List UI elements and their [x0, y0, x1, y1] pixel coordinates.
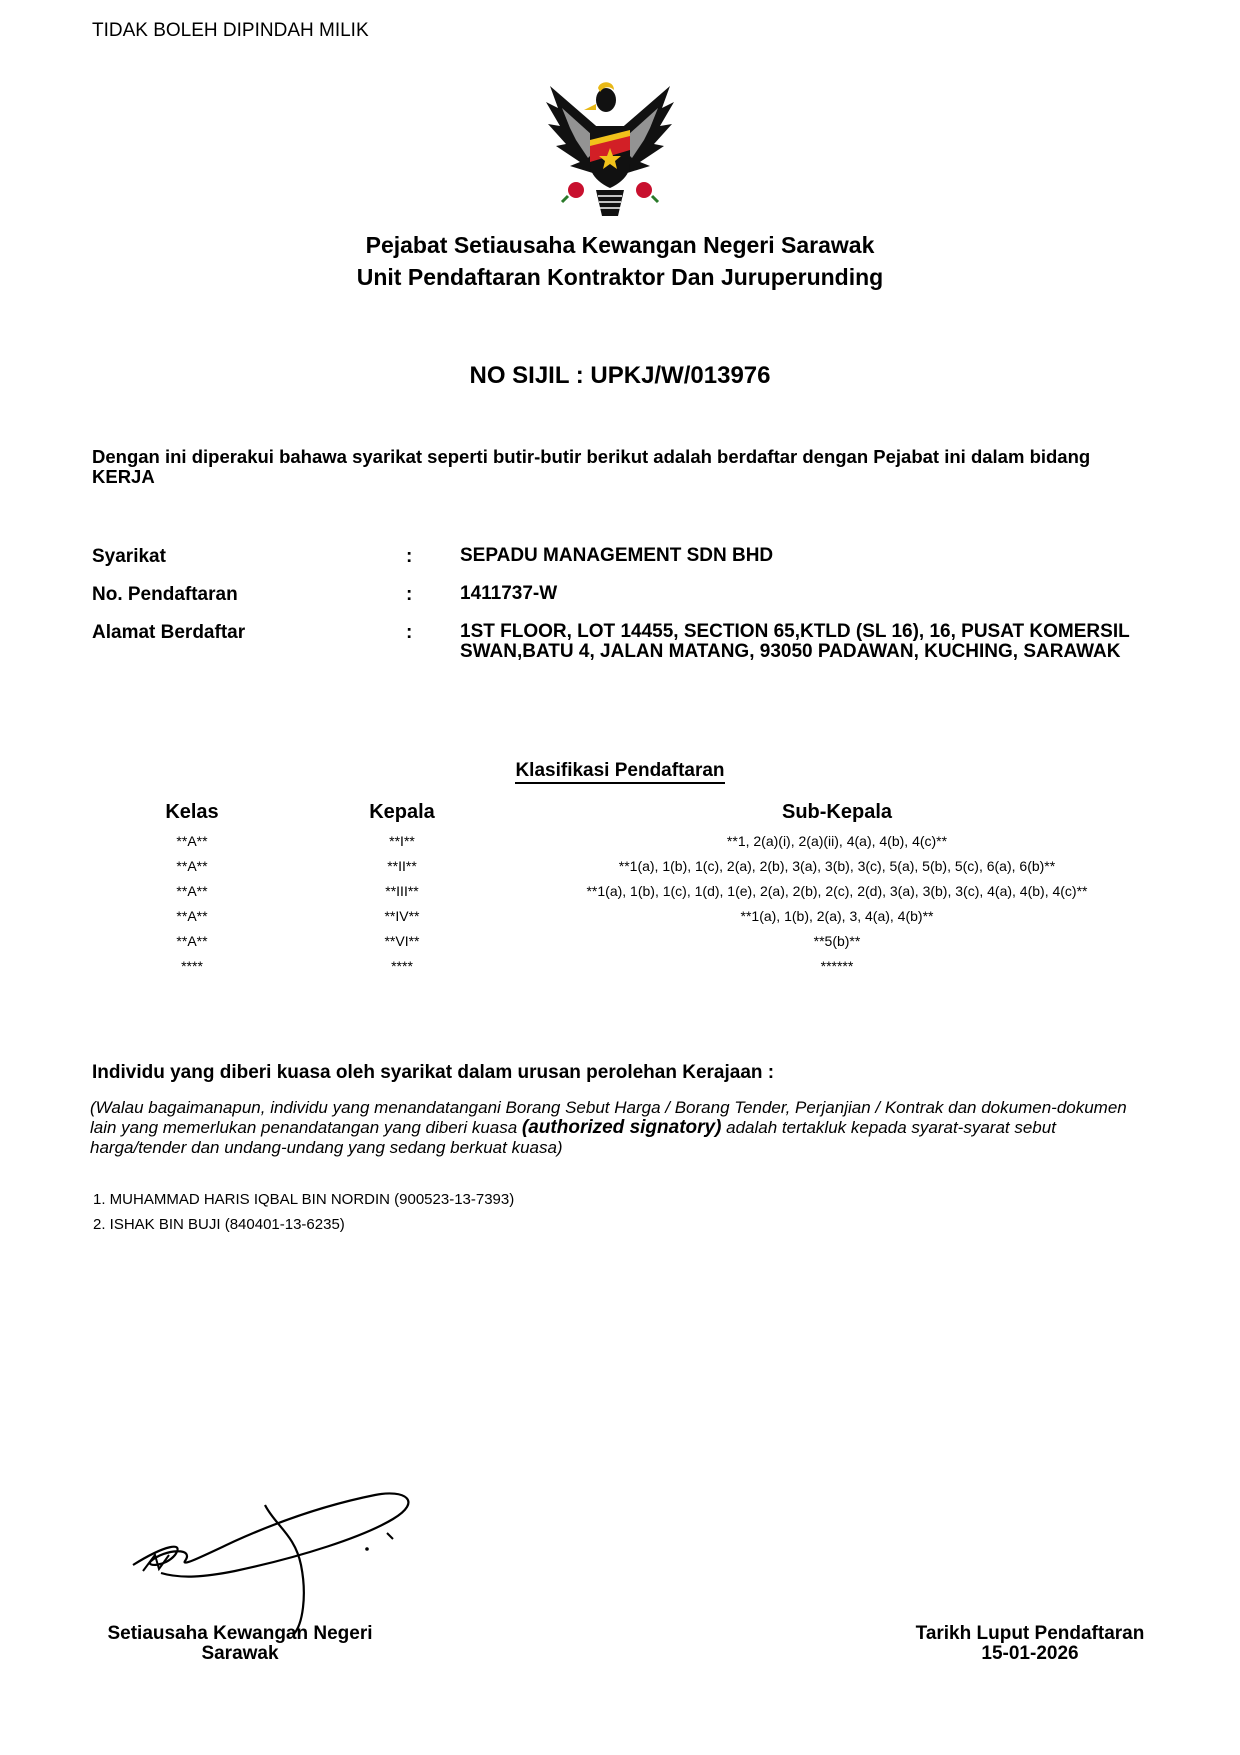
signatory-item: 2. ISHAK BIN BUJI (840401-13-6235) — [93, 1216, 345, 1233]
address-value: 1ST FLOOR, LOT 14455, SECTION 65,KTLD (SL 16), 16, PUSAT KOMERSIL SWAN,BATU 4, JALAN MATANG, 93050 PADAWAN, KUCHING, SARAWAK — [460, 621, 1130, 662]
classification-title: Klasifikasi Pendaftaran — [0, 760, 1240, 782]
kelas-cell: **A** — [176, 882, 208, 899]
expiry-date: 15-01-2026 — [981, 1643, 1079, 1664]
kepala-cell: **III** — [385, 882, 419, 899]
table-row — [92, 953, 1162, 978]
kelas-cell: **A** — [176, 857, 208, 874]
sub-kepala-cell: **1(a), 1(b), 1(c), 1(d), 1(e), 2(a), 2(b), 2(c), 2(d), 3(a), 3(b), 3(c), 4(a), 4(b), 4(c)** — [586, 882, 1088, 899]
kepala-cell: **IV** — [384, 907, 420, 924]
sub-kepala-cell: **1(a), 1(b), 2(a), 3, 4(a), 4(b)** — [740, 907, 934, 924]
certificate-number: NO SIJIL : UPKJ/W/013976 — [469, 362, 771, 389]
field-separator: : — [406, 546, 413, 567]
non-transferable-note: TIDAK BOLEH DIPINDAH MILIK — [92, 20, 369, 41]
signatory-title-line2: Sarawak — [201, 1643, 279, 1664]
sub-kepala-cell: **1(a), 1(b), 1(c), 2(a), 2(b), 3(a), 3(b), 3(c), 5(a), 5(b), 5(c), 6(a), 6(b)** — [618, 857, 1056, 874]
classification-table — [92, 801, 1162, 978]
handwritten-signature — [125, 1475, 425, 1635]
sub-kepala-cell: **5(b)** — [813, 932, 861, 949]
table-row — [92, 878, 1162, 903]
header-kepala: Kepala — [369, 801, 435, 823]
header-sub-kepala: Sub-Kepala — [781, 801, 893, 823]
signatory-title-line1: Setiausaha Kewangan Negeri — [107, 1623, 373, 1644]
authorized-signatory-note: (Walau bagaimanapun, individu yang menandatangani Borang Sebut Harga / Borang Tender, Perjanjian / Kontrak dan dokumen-dokumen lain yang memerlukan penandatangan yang diberi kuasa (authorized signatory) adalah tertakluk kepada syarat-syarat sebut harga/tender dan undang-undang yang sedang berkuat kuasa) — [90, 1098, 1127, 1157]
table-row — [92, 928, 1162, 953]
registration-no-value: 1411737-W — [460, 583, 558, 604]
kelas-cell: **A** — [176, 932, 208, 949]
header-kelas: Kelas — [165, 801, 219, 823]
registration-no-label: No. Pendaftaran — [92, 584, 238, 605]
unit-name: Unit Pendaftaran Kontraktor Dan Juruperunding — [356, 264, 884, 290]
office-name: Pejabat Setiausaha Kewangan Negeri Sarawak — [365, 232, 875, 258]
kepala-cell: **VI** — [384, 932, 420, 949]
expiry-label: Tarikh Luput Pendaftaran — [915, 1623, 1145, 1644]
company-label: Syarikat — [92, 546, 166, 567]
field-separator: : — [406, 584, 413, 605]
table-row — [92, 903, 1162, 928]
company-value: SEPADU MANAGEMENT SDN BHD — [460, 545, 774, 566]
table-header-row — [92, 801, 1162, 828]
expiry-block — [870, 1624, 1190, 1664]
kelas-cell: **A** — [176, 907, 208, 924]
signatory-item: 1. MUHAMMAD HARIS IQBAL BIN NORDIN (900523-13-7393) — [93, 1191, 515, 1208]
signatory-title — [60, 1624, 420, 1664]
sub-kepala-cell: ****** — [820, 957, 854, 974]
kepala-cell: **I** — [389, 832, 415, 849]
field-separator: : — [406, 622, 413, 643]
kepala-cell: **** — [391, 957, 413, 974]
authorized-individuals-title: Individu yang diberi kuasa oleh syarikat dalam urusan perolehan Kerajaan : — [92, 1062, 775, 1083]
sarawak-crest-icon — [540, 78, 680, 228]
kelas-cell: **A** — [176, 832, 208, 849]
address-label: Alamat Berdaftar — [92, 622, 246, 643]
certification-statement: Dengan ini diperakui bahawa syarikat seperti butir-butir berikut adalah berdaftar dengan Pejabat ini dalam bidang KERJA — [92, 446, 1091, 487]
sub-kepala-cell: **1, 2(a)(i), 2(a)(ii), 4(a), 4(b), 4(c)** — [726, 832, 948, 849]
kelas-cell: **** — [181, 957, 203, 974]
table-row — [92, 828, 1162, 853]
table-row — [92, 853, 1162, 878]
kepala-cell: **II** — [387, 857, 417, 874]
